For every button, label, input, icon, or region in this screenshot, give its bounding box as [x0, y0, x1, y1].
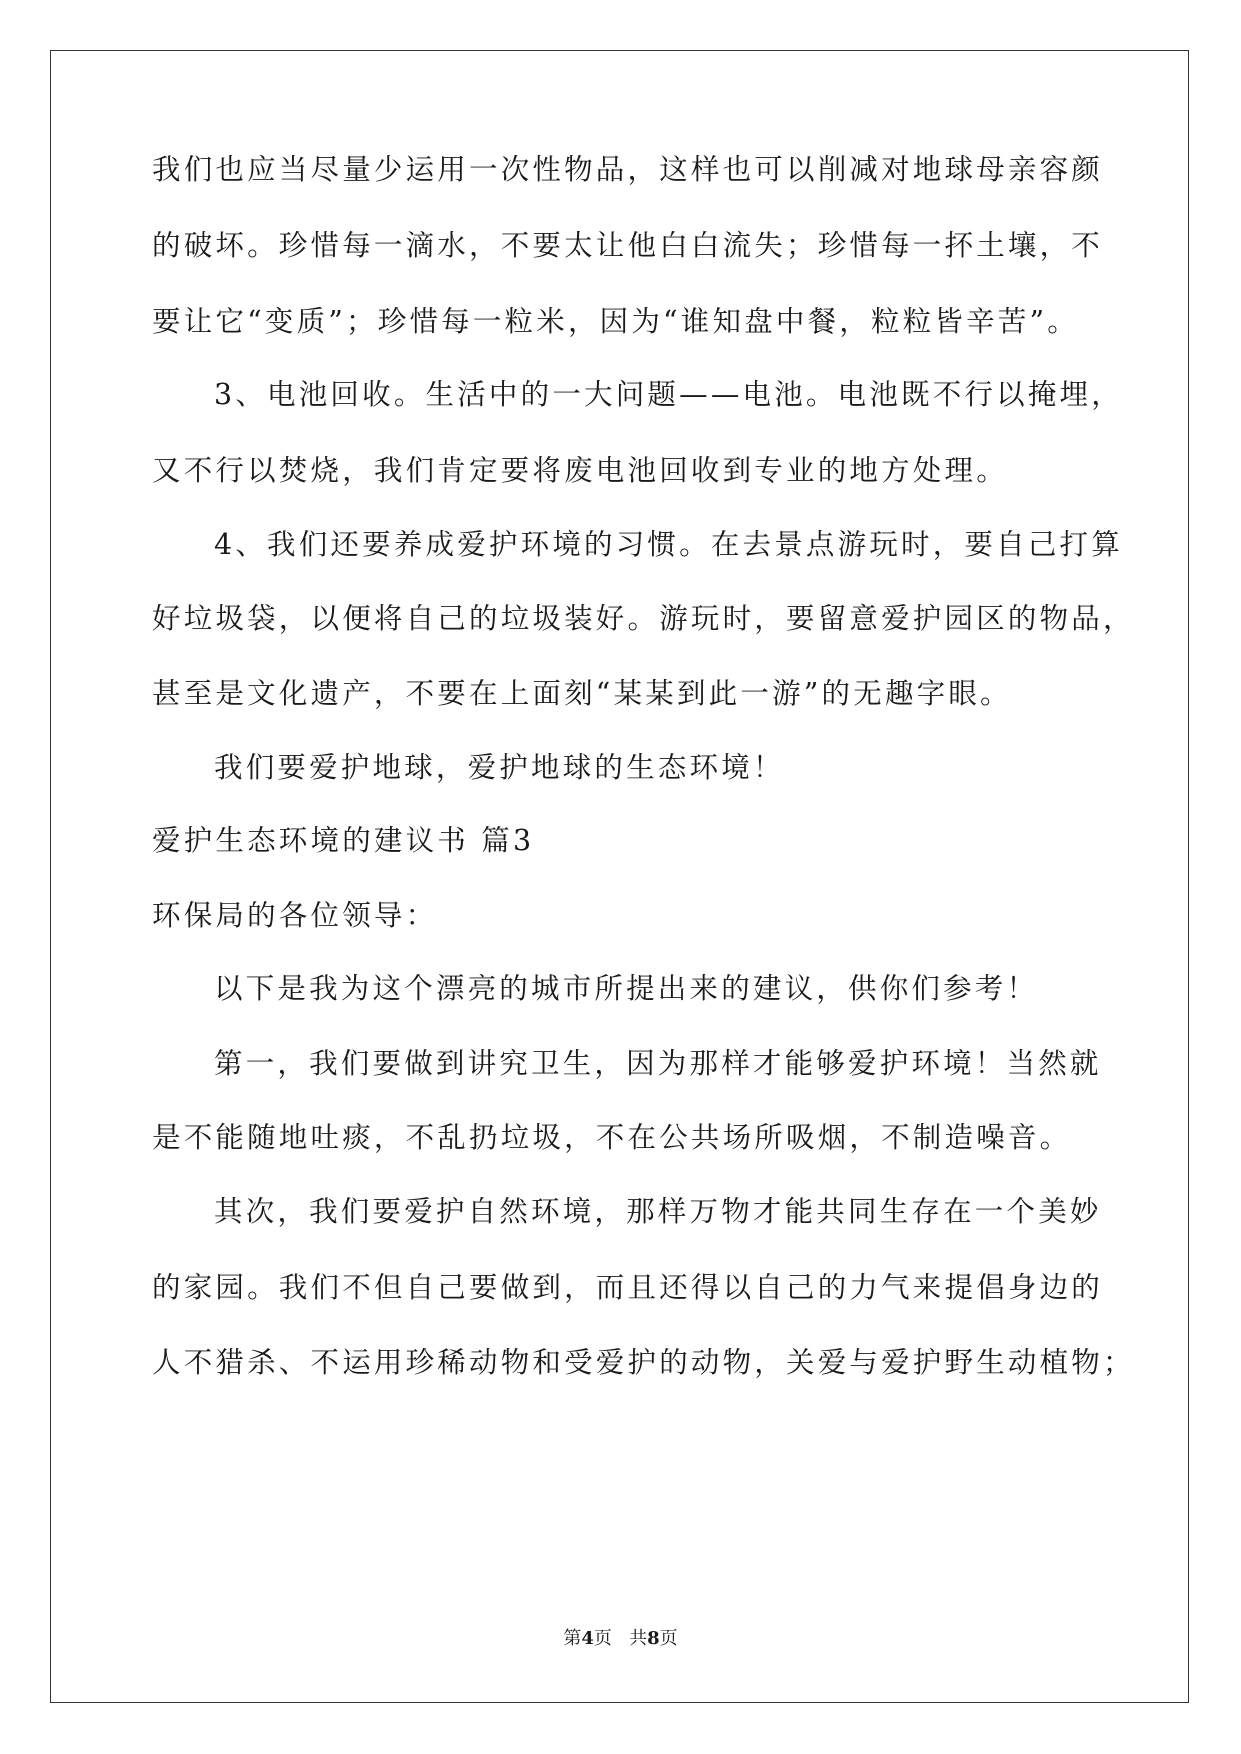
footer-suffix: 页: [659, 1628, 678, 1649]
paragraph-line: 是不能随地吐痰，不乱扔垃圾，不在公共场所吸烟，不制造噪音。: [152, 1121, 1072, 1154]
paragraph-line: 要让它“变质”；珍惜每一粒米，因为“谁知盘中餐，粒粒皆辛苦”。: [152, 305, 1079, 338]
footer-prefix: 第: [563, 1628, 582, 1649]
paragraph-line: 的家园。我们不但自己要做到，而且还得以自己的力气来提倡身边的: [152, 1271, 1104, 1304]
paragraph-line: 人不猎杀、不运用珍稀动物和受爱护的动物，关爱与爱护野生动植物；: [152, 1346, 1135, 1379]
salutation: 环保局的各位领导：: [152, 899, 438, 932]
paragraph-line: 4、我们还要养成爱护环境的习惯。在去景点游玩时，要自己打算: [214, 528, 1123, 561]
paragraph-line: 甚至是文化遗产，不要在上面刻“某某到此一游”的无趣字眼。: [152, 677, 1012, 710]
total-page-number: 8: [647, 1628, 660, 1649]
paragraph-line: 我们也应当尽量少运用一次性物品，这样也可以削减对地球母亲容颜: [152, 153, 1104, 186]
paragraph-line: 其次，我们要爱护自然环境，那样万物才能共同生存在一个美妙: [214, 1195, 1102, 1228]
paragraph-line: 好垃圾袋，以便将自己的垃圾装好。游玩时，要留意爱护园区的物品，: [152, 602, 1135, 635]
paragraph-line: 我们要爱护地球，爱护地球的生态环境！: [214, 751, 785, 784]
paragraph-line: 第一，我们要做到讲究卫生，因为那样才能够爱护环境！当然就: [214, 1047, 1102, 1080]
page-footer: [0, 1627, 1241, 1651]
section-heading: 爱护生态环境的建议书 篇3: [152, 824, 535, 857]
current-page-number: 4: [581, 1628, 594, 1649]
paragraph-line: 又不行以焚烧，我们肯定要将废电池回收到专业的地方处理。: [152, 454, 1008, 487]
paragraph-line: 3、电池回收。生活中的一大问题——电池。电池既不行以掩埋，: [214, 378, 1123, 411]
paragraph-line: 以下是我为这个漂亮的城市所提出来的建议，供你们参考！: [214, 972, 1039, 1005]
footer-middle: 页 共: [593, 1628, 648, 1649]
page-border: [50, 50, 1189, 1703]
paragraph-line: 的破坏。珍惜每一滴水，不要太让他白白流失；珍惜每一抔土壤，不: [152, 229, 1104, 262]
